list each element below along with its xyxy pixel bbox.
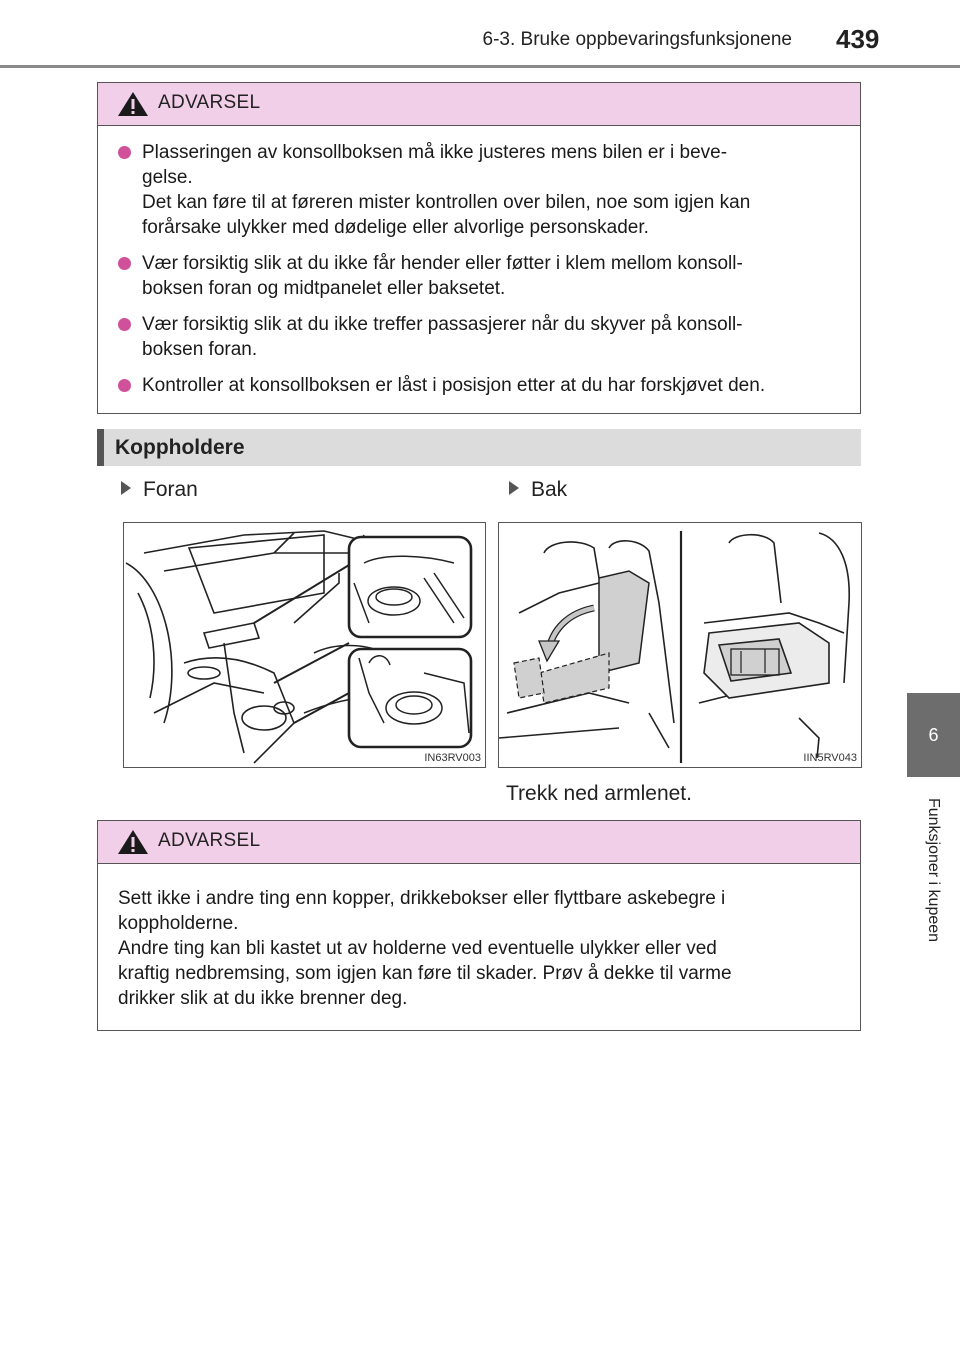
front-console-drawing (124, 523, 485, 767)
chapter-tab (907, 693, 960, 777)
front-cupholder-illustration (123, 522, 486, 768)
warning-bullet (118, 251, 852, 301)
warning-triangle-icon (116, 828, 150, 856)
page-number: 439 (836, 24, 880, 54)
warning-box-console (97, 82, 861, 414)
warning-body (98, 864, 860, 1011)
image-code: IIN5RV043 (803, 752, 857, 764)
bullet-dot-icon (118, 257, 131, 270)
subhead-rear-label: Bak (531, 478, 568, 501)
section-title: 6-3. Bruke oppbevaringsfunksjonene (482, 29, 792, 50)
warning-text-line: gelse. (142, 167, 193, 188)
warning-label: ADVARSEL (158, 830, 261, 851)
bullet-dot-icon (118, 379, 131, 392)
warning-text-line: koppholderne. (118, 913, 239, 934)
warning-text-line: kraftig nedbremsing, som igjen kan føre til skader. Prøv å dekke til varme (118, 963, 732, 984)
subhead-front (121, 478, 198, 502)
section-heading-bar (97, 429, 861, 466)
rear-cupholder-illustration (498, 522, 862, 768)
image-code: IN63RV003 (424, 752, 481, 764)
bullet-dot-icon (118, 146, 131, 159)
warning-text-line: boksen foran. (142, 339, 258, 360)
triangle-bullet-icon (121, 481, 131, 495)
warning-text-line: boksen foran og midtpanelet eller baksetet. (142, 278, 506, 299)
rear-armrest-drawing (499, 523, 861, 767)
section-title-cupholders: Koppholdere (115, 436, 245, 459)
chapter-title: Funksjoner i kupeen (925, 797, 942, 943)
warning-label: ADVARSEL (158, 92, 261, 113)
warning-triangle-icon (116, 90, 150, 118)
warning-text-line: Vær forsiktig slik at du ikke får hender eller føtter i klem mellom konsoll- (142, 253, 743, 274)
warning-box-cupholders (97, 820, 861, 1031)
warning-text-line: Andre ting kan bli kastet ut av holderne ved eventuelle ulykker eller ved (118, 938, 717, 959)
warning-text-line: forårsake ulykker med dødelige eller alvorlige personskader. (142, 217, 649, 238)
warning-text-line: Vær forsiktig slik at du ikke treffer passasjerer når du skyver på konsoll- (142, 314, 743, 335)
warning-bullet (118, 140, 852, 240)
bullet-dot-icon (118, 318, 131, 331)
warning-bullet (118, 373, 852, 398)
warning-text-line: drikker slik at du ikke brenner deg. (118, 988, 408, 1009)
section-accent (97, 429, 104, 466)
rear-caption: Trekk ned armlenet. (506, 782, 692, 805)
subhead-front-label: Foran (143, 478, 198, 501)
subhead-rear (509, 478, 567, 502)
warning-bullet (118, 312, 852, 362)
warning-text-line: Det kan føre til at føreren mister kontrollen over bilen, noe som igjen kan (142, 192, 751, 213)
triangle-bullet-icon (509, 481, 519, 495)
warning-text-line: Plasseringen av konsollboksen må ikke justeres mens bilen er i beve- (142, 142, 728, 163)
header-divider (0, 65, 960, 68)
warning-body (98, 126, 860, 398)
chapter-number: 6 (928, 724, 939, 745)
warning-text-line: Kontroller at konsollboksen er låst i posisjon etter at du har forskjøvet den. (142, 375, 766, 396)
warning-header (98, 821, 860, 864)
warning-header (98, 83, 860, 126)
warning-text-line: Sett ikke i andre ting enn kopper, drikkebokser eller flyttbare askebegre i (118, 888, 726, 909)
